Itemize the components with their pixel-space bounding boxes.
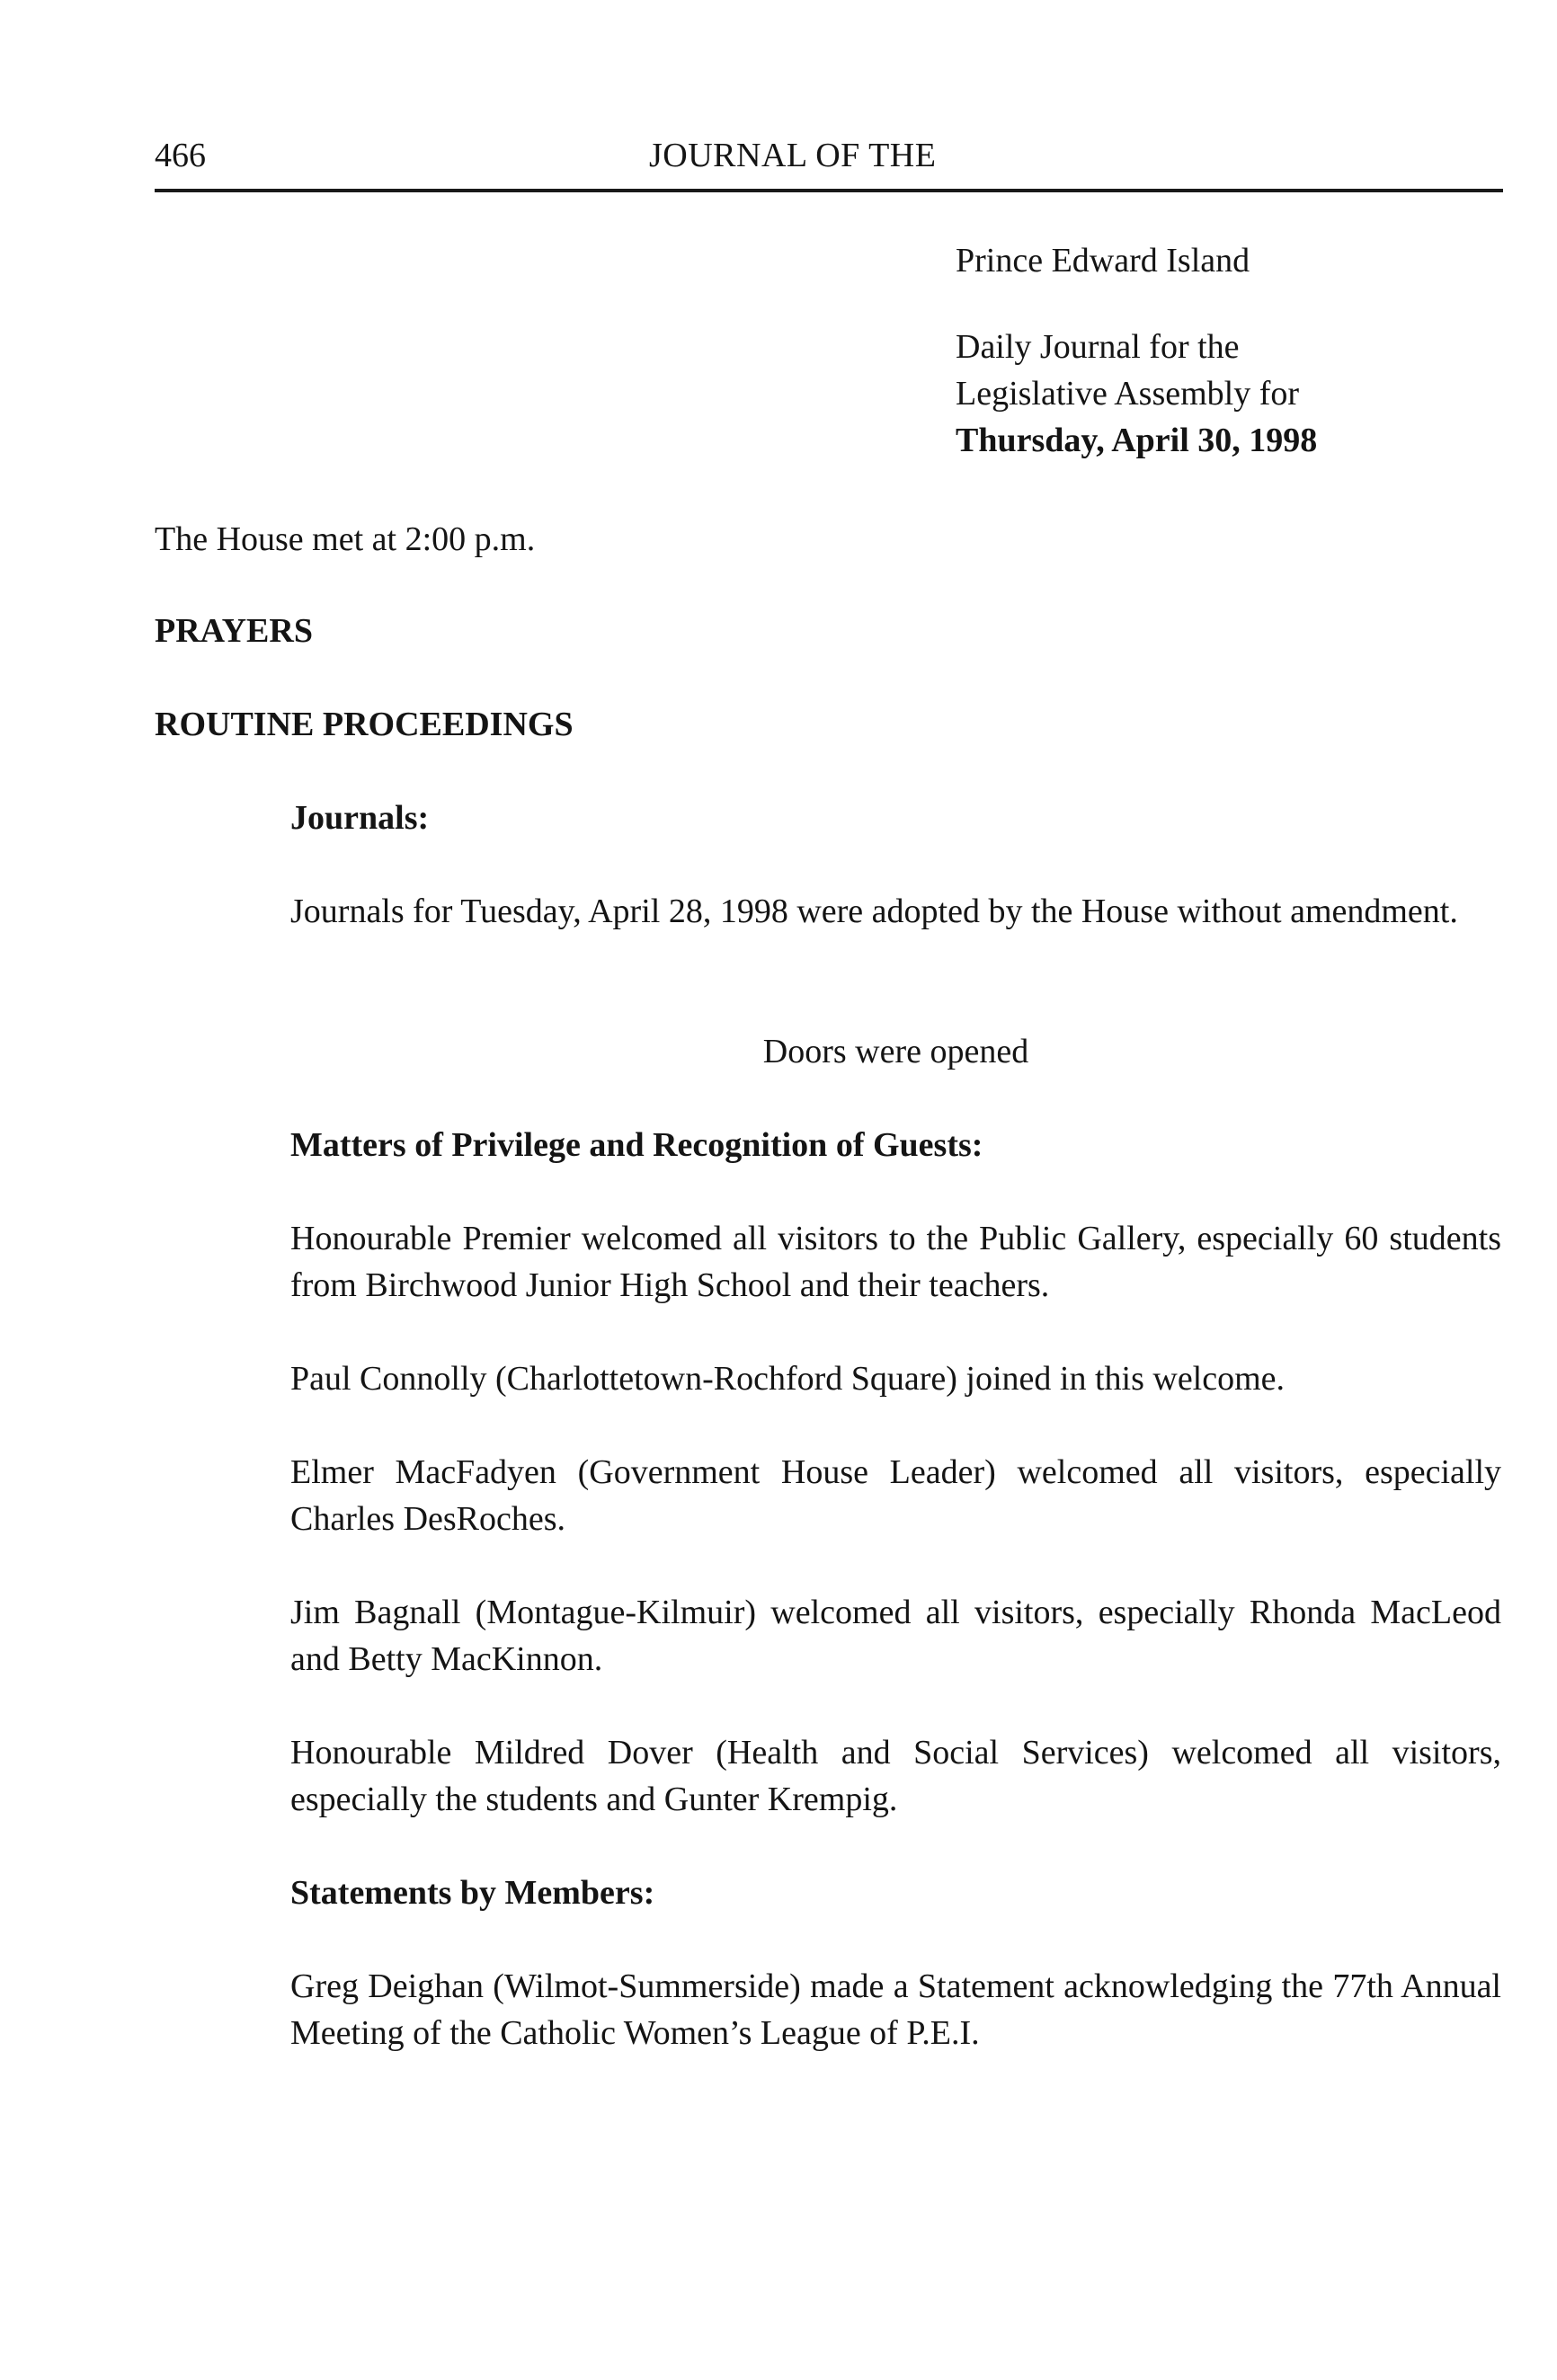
journals-paragraph: Journals for Tuesday, April 28, 1998 were adopted by the House without amendment. <box>290 892 1458 930</box>
house-met-text: The House met at 2:00 p.m. <box>155 520 536 558</box>
journal-title: JOURNAL OF THE <box>649 137 937 174</box>
subtitle-line-1: Daily Journal for the <box>956 328 1240 366</box>
subtitle-line-2: Legislative Assembly for <box>956 375 1300 413</box>
statements-heading: Statements by Members: <box>290 1874 655 1912</box>
region-name: Prince Edward Island <box>956 242 1250 280</box>
sitting-date: Thursday, April 30, 1998 <box>956 422 1318 459</box>
running-head <box>155 135 1503 192</box>
journals-heading: Journals: <box>290 799 430 837</box>
privilege-item: Paul Connolly (Charlottetown-Rochford Square) joined in this welcome. <box>290 1360 1286 1398</box>
routine-proceedings-heading: ROUTINE PROCEEDINGS <box>155 706 574 743</box>
privilege-item: Honourable Mildred Dover (Health and Social Services) welcomed all visitors, especially the students and Gunter Krempig. <box>290 1734 1501 1818</box>
statement-paragraph: Greg Deighan (Wilmot-Summerside) made a Statement acknowledging the 77th Annual Meeting of the Catholic Women’s League of P.E.I. <box>290 1967 1501 2052</box>
privilege-item: Elmer MacFadyen (Government House Leader) welcomed all visitors, especially Charles DesRoches. <box>290 1453 1501 1538</box>
privilege-item: Honourable Premier welcomed all visitors to the Public Gallery, especially 60 students from Birchwood Junior High School and their teachers. <box>290 1220 1501 1304</box>
prayers-heading: PRAYERS <box>155 612 313 650</box>
privilege-heading: Matters of Privilege and Recognition of Guests: <box>290 1126 983 1164</box>
page-number: 466 <box>155 137 206 174</box>
privilege-item: Jim Bagnall (Montague-Kilmuir) welcomed all visitors, especially Rhonda MacLeod and Betty MacKinnon. <box>290 1594 1501 1678</box>
doors-opened-text: Doors were opened <box>762 1033 1029 1070</box>
journal-header-block <box>956 237 1495 464</box>
